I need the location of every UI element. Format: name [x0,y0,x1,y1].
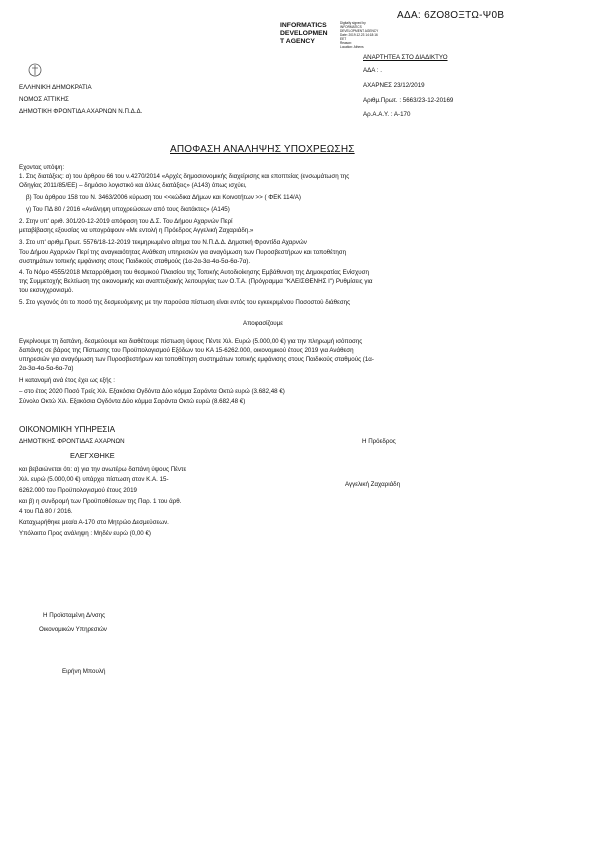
decision-line: δαπάνης σε βάρος της Πίστωσης του Προϋπολογισμού Εξόδων του ΚΑ 15-6262.000, οικονομικού έτους 2019 για Ανάθεση [19,347,354,354]
finance-service-heading: ΟΙΚΟΝΟΜΙΚΗ ΥΠΗΡΕΣΙΑ [19,425,116,434]
digital-signature-text: Digitally signed by INFORMATICS DEVELOPMENT AGENCY Date: 2019.12.23 14:18:16 EET Reason: Location: Athens [340,21,379,49]
issuer-prefecture: ΝΟΜΟΣ ΑΤΤΙΚΗΣ [19,96,69,103]
protocol-number: Αριθμ.Πρωτ. : 5663/23-12-20169 [363,97,454,104]
ada-header: ΑΔΑ: 6ΖΟ8ΟΞΤΩ-Ψ0Β [397,10,505,21]
considering-heading: Εχοντας υπόψη: [19,164,65,171]
issuer-country: ΕΛΛΗΝΙΚΗ ΔΗΜΟΚΡΑΤΙΑ [19,84,92,91]
ada-field: ΑΔΑ : . [363,67,382,74]
issuer-organization: ΔΗΜΟΤΙΚΗ ΦΡΟΝΤΙΔΑ ΑΧΑΡΝΩΝ Ν.Π.Δ.Δ. [19,108,143,115]
internet-posting-note: ΑΝΑΡΤΗΤΕΑ ΣΤΟ ΔΙΑΔΙΚΤΥΟ [363,54,448,61]
list-item: μεταβίβασης εξουσίας να υπογράφουν «Με εντολή η Πρόεδρος Αγγελική Ζαχαριάδη.» [19,227,254,234]
finance-organization: ΔΗΜΟΤΙΚΗΣ ΦΡΟΝΤΙΔΑΣ ΑΧΑΡΝΩΝ [19,438,125,445]
head-role-line-2: Οικονομικών Υπηρεσιών [39,626,107,633]
finance-line: και βεβαιώνεται ότι: α) για την ανωτέρω δαπάνη ύψους Πέντε [19,466,187,473]
agency-name-line-1: INFORMATICS [280,22,327,29]
finance-line: και β) η συνδρομή των Προϋποθέσεων της Παρ. 1 του άρθ. [19,498,182,505]
decision-line: – στο έτος 2020 Ποσό Τρείς Χιλ. Εξακόσια Ογδόντα Δύο κόμμα Σαράντα Οκτώ ευρώ (3.682,48 €) [19,388,285,395]
list-item: Οδηγίας 2011/85/ΕΕ) – δημόσιο λογιστικό και άλλες διατάξεις» (Α143) όπως ισχύει, [19,182,247,189]
list-item: 1. Στις διατάξεις: α) του άρθρου 66 του ν.4270/2014 «Αρχές δημοσιονομικής διαχείρισης και εποπτείας (ενσωμάτωση της [19,173,350,180]
finance-line: Χιλ. ευρώ (5.000,00 €) υπάρχει πίστωση στον Κ.Α. 15- [19,476,169,483]
document-date: ΑΧΑΡΝΕΣ 23/12/2019 [363,82,425,89]
decision-line: 2α-3α-4α-5α-6α-7α) [19,365,74,372]
decision-line: υπηρεσιών για αναγόμωση των Πυροσβεστήρων και τοποθέτηση συστημάτων τοπικής εμφάνισης στους Παιδικούς σταθμούς (1α- [19,356,374,363]
decide-heading: Αποφασίζουμε [243,320,283,327]
list-item: 4. Το Νόμο 4555/2018 Μεταρρύθμιση του θεσμικού Πλαισίου της Τοπικής Αυτοδιοίκησης Εμβάθυνση της Δημοκρατίας Ενίσχυση [19,269,369,276]
finance-line: 6262.000 του Προϋπολογισμού έτους 2019 [19,487,137,494]
head-name: Ειρήνη Μπουλή [62,668,106,675]
decision-line: Σύνολο Οκτώ Χιλ. Εξακόσια Ογδόντα Δύο κόμμα Σαράντα Οκτώ ευρώ (8.682,48 €) [19,398,246,405]
greek-emblem-icon [27,61,43,79]
president-name: Αγγελική Ζαχαριάδη [345,481,401,488]
agency-name-line-2: DEVELOPMEN [280,30,328,37]
finance-line: Καταχωρήθηκε μεα/α Α-170 στο Μητρώο Δεσμεύσεων. [19,519,169,526]
agency-name-line-3: T AGENCY [280,38,315,45]
list-item: συστημάτων τοπικής εμφάνισης στους Παιδικούς σταθμούς (1α-2α-3α-4α-5α-6α-7α). [19,258,251,265]
decision-line: Η κατανομή ανά έτος έχει ως εξής : [19,377,115,384]
list-item: Του Δήμου Αχαρνών Περί της αναγκαιότητας Ανάθεση υπηρεσιών για αναγόμωση των Πυροσβεστήρων και τοποθέτηση [19,249,347,256]
finance-line: 4 του ΠΔ 80 / 2016. [19,508,73,515]
document-title: ΑΠΟΦΑΣΗ ΑΝΑΛΗΨΗΣ ΥΠΟΧΡΕΩΣΗΣ [170,144,355,155]
decision-line: Εγκρίνουμε τη δαπάνη, δεσμεύουμε και διαθέτουμε πίστωση ύψους Πέντε Χιλ. Ευρώ (5.000,00 €) για την πληρωμή ισόποσης [19,338,363,345]
checked-stamp: ΕΛΕΓΧΘΗΚΕ [70,451,115,460]
list-item: του εκσυγχρονισμό. [19,287,74,294]
list-item: 5. Στο γεγονός ότι το ποσό της δεσμευόμενης με την παρούσα πίστωση είναι εντός του εγκεκριμένου Ποσοστού διάθεσης [19,299,351,306]
list-item: 3. Στο υπ' αριθμ.Πρωτ. 5576/18-12-2019 τεκμηριωμένο αίτημα του Ν.Π.Δ.Δ. Δημοτική Φροντίδα Αχαρνών [19,239,307,246]
head-role-line-1: Η Προϊσταμένη Δ/νσης [43,612,106,619]
president-role: Η Πρόεδρος [362,438,396,445]
list-item: της Συμμετοχής Βελτίωση της οικονομικής και αναπτυξιακής λειτουργίας των Ο.Τ.Α. (Πρόγραμμα "ΚΛΕΙΣΘΕΝΗΣ Ι") Ρυθμίσεις για [19,278,373,285]
finance-line: Υπόλοιπο Προς ανάληψη : Μηδέν ευρώ (0,00 €) [19,530,151,537]
list-item: γ) Του ΠΔ 80 / 2016 «Ανάληψη υποχρεώσεων από τους διατάκτες» (Α145) [26,206,230,213]
aay-number: Αρ.Α.Α.Υ. : Α-170 [363,111,411,118]
list-item: β) Του άρθρου 158 του Ν. 3463/2006 κύρωση του <<κώδικα Δήμων και Κοινοτήτων >> ( ΦΕΚ 114/Α) [26,194,301,201]
list-item: 2. Στην υπ' αριθ. 301/20-12-2019 απόφαση του Δ.Σ. Του Δήμου Αχαρνών Περί [19,218,233,225]
